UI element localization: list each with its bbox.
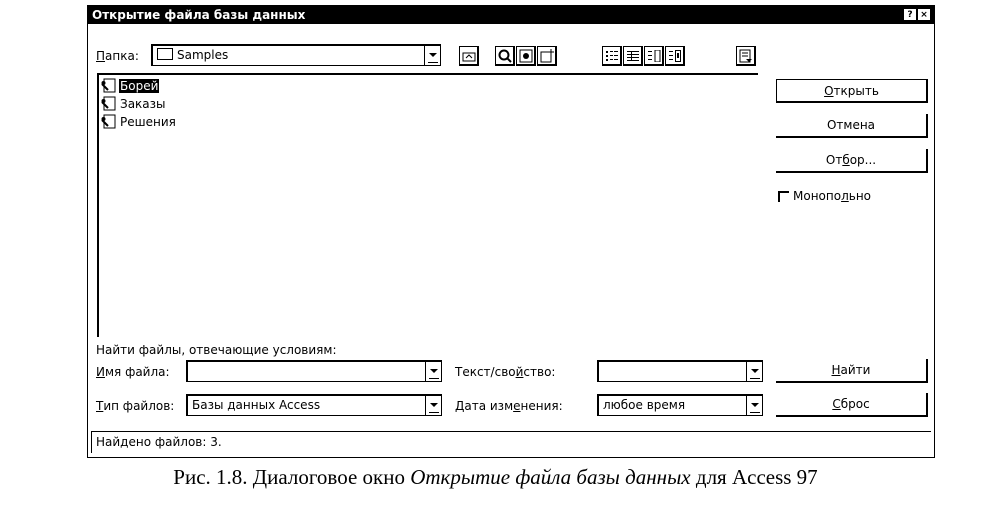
chevron-down-icon[interactable] bbox=[425, 396, 441, 415]
date-modified-value: любое время bbox=[603, 398, 686, 412]
help-button[interactable]: ? bbox=[904, 9, 916, 20]
dialog-title: Открытие файла базы данных bbox=[92, 8, 306, 22]
file-list[interactable] bbox=[97, 73, 758, 337]
open-database-dialog bbox=[87, 5, 935, 458]
database-file-icon bbox=[101, 78, 117, 94]
cancel-button[interactable]: Отмена bbox=[776, 114, 928, 138]
date-modified-select[interactable] bbox=[597, 394, 763, 416]
list-item[interactable] bbox=[101, 113, 177, 131]
reset-button[interactable]: Сброс bbox=[776, 393, 928, 417]
chevron-down-icon[interactable] bbox=[424, 46, 440, 65]
up-one-level-icon[interactable] bbox=[459, 46, 479, 66]
text-property-label: Текст/свойство: bbox=[455, 365, 556, 379]
filename-label: Имя файла: bbox=[96, 365, 170, 379]
folder-label: Папка: bbox=[96, 49, 139, 63]
file-name: Заказы bbox=[120, 97, 166, 111]
list-item[interactable] bbox=[101, 77, 159, 95]
commands-settings-icon[interactable] bbox=[736, 46, 756, 66]
exclusive-checkbox[interactable] bbox=[778, 189, 871, 203]
add-to-favorites-icon[interactable] bbox=[537, 46, 557, 66]
find-button[interactable]: Найти bbox=[776, 359, 928, 383]
file-name: Решения bbox=[120, 115, 176, 129]
details-view-icon[interactable] bbox=[623, 46, 643, 66]
look-in-favorites-icon[interactable] bbox=[516, 46, 536, 66]
status-bar: Найдено файлов: 3. bbox=[91, 431, 931, 453]
exclusive-label: Монопольно bbox=[793, 189, 872, 203]
filename-input[interactable] bbox=[186, 360, 442, 382]
title-bar bbox=[88, 6, 934, 24]
close-button[interactable]: × bbox=[918, 9, 930, 20]
filetype-label: Тип файлов: bbox=[96, 399, 175, 413]
chevron-down-icon[interactable] bbox=[746, 362, 762, 381]
preview-view-icon[interactable] bbox=[665, 46, 685, 66]
advanced-button[interactable]: Отбор... bbox=[776, 149, 928, 173]
database-file-icon bbox=[101, 114, 117, 130]
chevron-down-icon[interactable] bbox=[746, 396, 762, 415]
folder-icon bbox=[157, 48, 173, 60]
search-heading: Найти файлы, отвечающие условиям: bbox=[96, 343, 337, 357]
chevron-down-icon[interactable] bbox=[425, 362, 441, 381]
filetype-value: Базы данных Access bbox=[192, 398, 321, 412]
list-item[interactable] bbox=[101, 95, 167, 113]
open-button[interactable]: Открыть bbox=[776, 79, 928, 103]
checkbox-box[interactable] bbox=[778, 191, 789, 202]
filetype-select[interactable] bbox=[186, 394, 442, 416]
folder-select[interactable] bbox=[151, 44, 441, 66]
date-modified-label: Дата изменения: bbox=[455, 399, 563, 413]
database-file-icon bbox=[101, 96, 117, 112]
list-view-icon[interactable] bbox=[602, 46, 622, 66]
figure-caption: Рис. 1.8. Диалоговое окно Открытие файла базы данных для Access 97 bbox=[173, 465, 818, 489]
file-name: Борей bbox=[120, 79, 159, 93]
properties-view-icon[interactable] bbox=[644, 46, 664, 66]
search-web-icon[interactable] bbox=[495, 46, 515, 66]
text-property-input[interactable] bbox=[597, 360, 763, 382]
folder-value: Samples bbox=[177, 48, 229, 62]
